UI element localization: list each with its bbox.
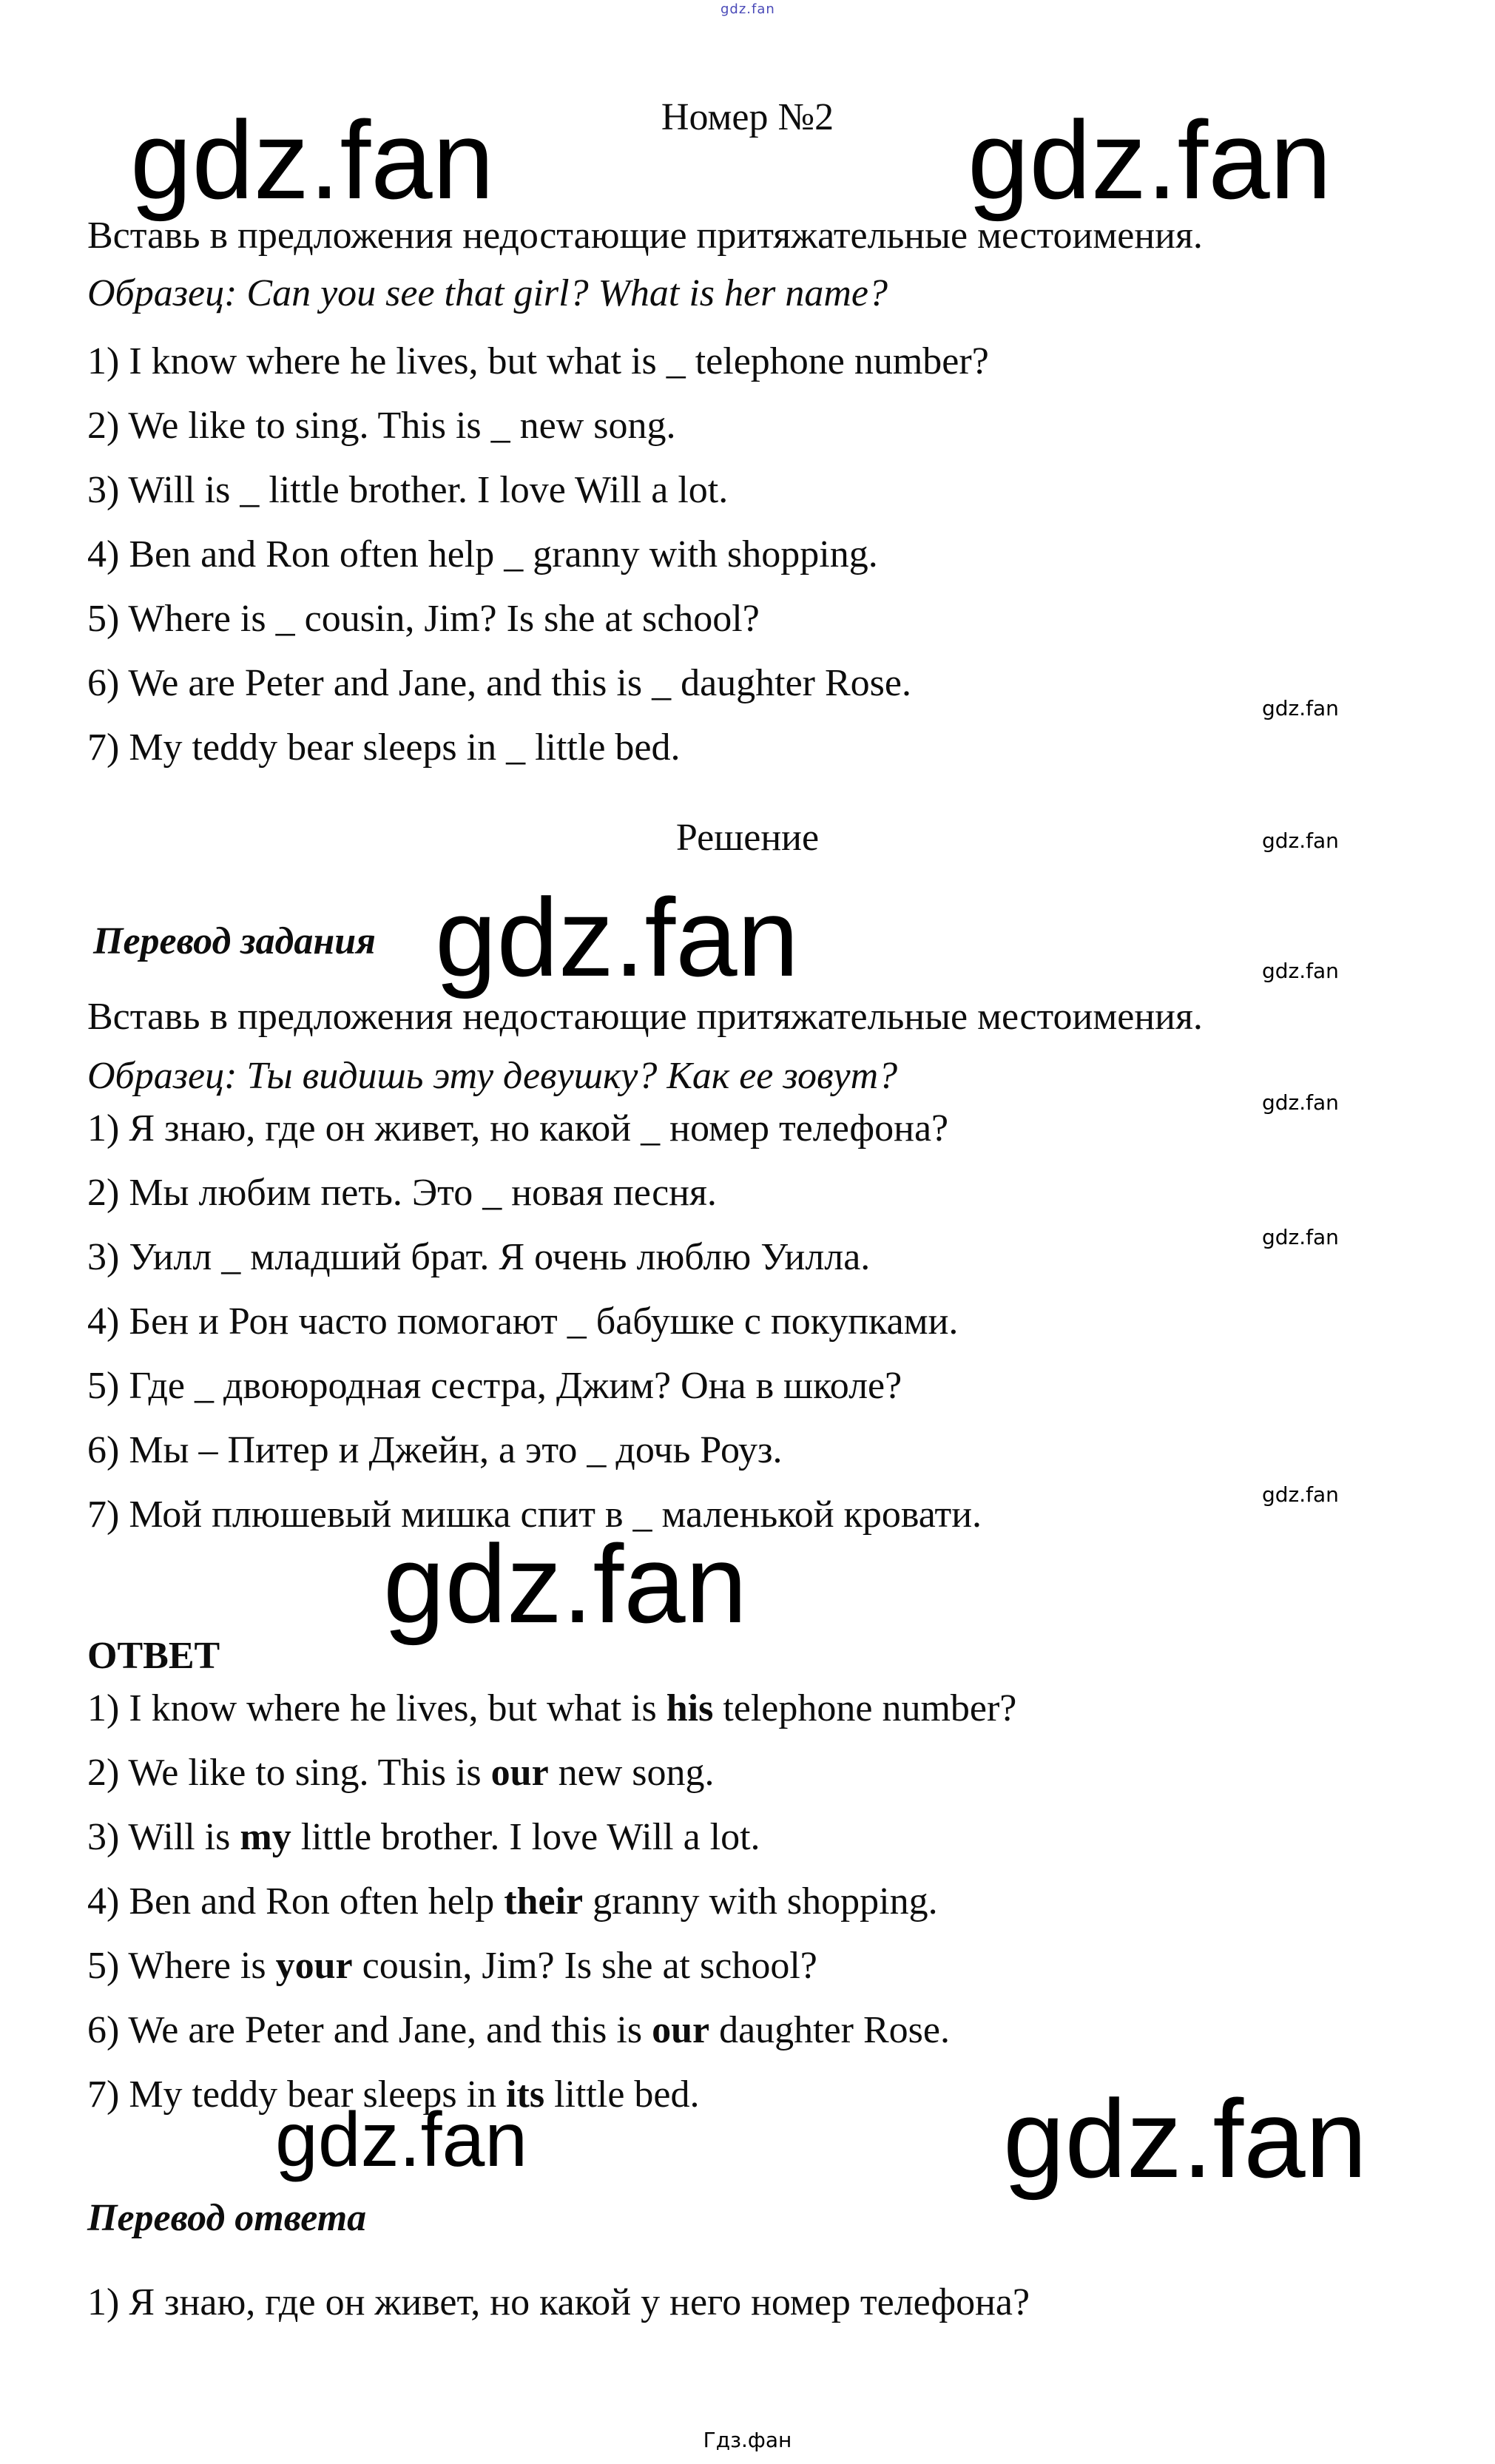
watermark-bottom-right: gdz.fan: [1003, 2076, 1368, 2201]
answer-text: little bed.: [544, 2073, 700, 2116]
answer-pronoun: our: [490, 1752, 549, 1794]
answer-item-list: [87, 1676, 1016, 2127]
watermark-center: gdz.fan: [383, 1522, 748, 1646]
answer-item: [87, 1934, 1016, 1998]
solution-instruction: Вставь в предложения недостающие притяжательные местоимения.: [87, 996, 1203, 1038]
answer-text: telephone number?: [713, 1687, 1017, 1729]
footer-watermark: Гдз.фан: [703, 2428, 792, 2452]
answer-text: granny with shopping.: [583, 1880, 938, 1923]
answer-pronoun: my: [240, 1816, 291, 1858]
answer-item: [87, 2062, 1016, 2127]
task-item: 7) My teddy bear sleeps in _ little bed.: [87, 726, 681, 769]
answer-heading: ОТВЕТ: [87, 1635, 220, 1677]
answer-text: 2) We like to sing. This is: [87, 1752, 491, 1794]
solution-heading: Решение: [675, 817, 820, 859]
answer-item: [87, 1998, 1016, 2062]
side-watermark: gdz.fan: [1262, 1090, 1339, 1115]
answer-text: 6) We are Peter and Jane, and this is: [87, 2009, 652, 2051]
task-item: 1) I know where he lives, but what is _ telephone number?: [87, 340, 989, 382]
answer-text: 4) Ben and Ron often help: [87, 1880, 504, 1923]
answer-text: daughter Rose.: [709, 2009, 951, 2051]
answer-pronoun: our: [652, 2009, 710, 2051]
side-watermark: gdz.fan: [1262, 828, 1339, 853]
answer-pronoun: his: [666, 1687, 714, 1729]
watermark-inline: gdz.fan: [435, 875, 800, 999]
answer-text: new song.: [548, 1752, 715, 1794]
solution-item: 2) Мы любим петь. Это _ новая песня.: [87, 1172, 717, 1214]
answer-item: [87, 1741, 1016, 1805]
top-watermark: gdz.fan: [720, 1, 775, 17]
answer-item: [87, 1676, 1016, 1741]
task-item: 3) Will is _ little brother. I love Will a lot.: [87, 469, 729, 511]
solution-item: 5) Где _ двоюродная сестра, Джим? Она в школе?: [87, 1365, 902, 1407]
watermark-bottom-left: gdz.fan: [275, 2097, 528, 2183]
page-title: Номер №2: [661, 96, 834, 138]
answer-translation-label: Перевод ответа: [87, 2197, 367, 2239]
answer-item: [87, 1869, 1016, 1934]
solution-item: 3) Уилл _ младший брат. Я очень люблю Уилла.: [87, 1236, 871, 1278]
side-watermark: gdz.fan: [1262, 696, 1339, 720]
watermark-header-left: gdz.fan: [130, 98, 495, 222]
solution-item-list: [87, 1096, 982, 1547]
solution-item: 6) Мы – Питер и Джейн, а это _ дочь Роуз.: [87, 1429, 783, 1471]
task-item: 5) Where is _ cousin, Jim? Is she at school?: [87, 598, 760, 640]
watermark-header-right: gdz.fan: [968, 98, 1332, 222]
solution-example: Образец: Ты видишь эту девушку? Как ее зовут?: [87, 1055, 898, 1097]
answer-pronoun: your: [275, 1945, 353, 1987]
side-watermark: gdz.fan: [1262, 1225, 1339, 1249]
side-watermark: gdz.fan: [1262, 1482, 1339, 1507]
answer-text: little brother. I love Will a lot.: [291, 1816, 760, 1858]
answer-text: 3) Will is: [87, 1816, 240, 1858]
solution-item: 1) Я знаю, где он живет, но какой _ номер телефона?: [87, 1107, 949, 1150]
side-watermark: gdz.fan: [1262, 959, 1339, 983]
answer-pronoun: their: [504, 1880, 584, 1923]
solution-item: 7) Мой плюшевый мишка спит в _ маленькой кровати.: [87, 1493, 982, 1536]
task-item-list: [87, 329, 989, 780]
answer-text: 7) My teddy bear sleeps in: [87, 2073, 507, 2116]
task-example: Образец: Can you see that girl? What is her name?: [87, 272, 888, 314]
task-item: 2) We like to sing. This is _ new song.: [87, 405, 676, 447]
solution-item: 4) Бен и Рон часто помогают _ бабушке с покупками.: [87, 1300, 959, 1343]
answer-translation-item: 1) Я знаю, где он живет, но какой у него номер телефона?: [87, 2281, 1030, 2323]
answer-text: 1) I know where he lives, but what is: [87, 1687, 666, 1729]
answer-pronoun: its: [506, 2073, 545, 2116]
answer-text: 5) Where is: [87, 1945, 276, 1987]
task-instruction: Вставь в предложения недостающие притяжательные местоимения.: [87, 215, 1203, 257]
task-item: 4) Ben and Ron often help _ granny with shopping.: [87, 533, 878, 576]
task-item: 6) We are Peter and Jane, and this is _ daughter Rose.: [87, 662, 911, 704]
answer-item: [87, 1805, 1016, 1869]
task-translation-label: Перевод задания: [93, 920, 376, 962]
answer-text: cousin, Jim? Is she at school?: [352, 1945, 817, 1987]
